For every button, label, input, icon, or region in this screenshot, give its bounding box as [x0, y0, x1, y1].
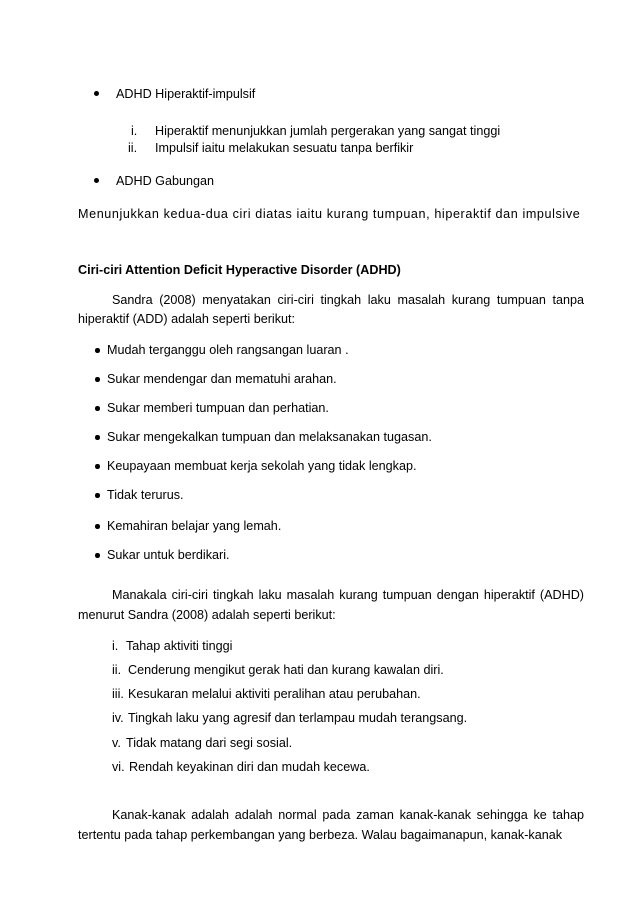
list-item: Sukar memberi tumpuan dan perhatian. — [107, 401, 329, 415]
list-item: Kesukaran melalui aktiviti peralihan atau perubahan. — [128, 687, 421, 701]
list-item: Mudah terganggu oleh rangsangan luaran . — [107, 343, 349, 357]
bullet-icon — [95, 553, 100, 558]
list-item: Cenderung mengikut gerak hati dan kurang kawalan diri. — [128, 663, 444, 677]
bullet-icon — [95, 406, 100, 411]
bullet-icon — [95, 348, 100, 353]
roman-number: iv. — [112, 711, 124, 725]
bullet-icon — [95, 464, 100, 469]
list-item: Tidak matang dari segi sosial. — [126, 736, 293, 750]
paragraph: Manakala ciri-ciri tingkah laku masalah kurang tumpuan dengan hiperaktif (ADHD) menurut Sandra (2008) adalah seperti berikut: — [78, 588, 584, 622]
roman-number: i. — [112, 639, 119, 653]
list-item: Sukar untuk berdikari. — [107, 548, 230, 562]
bullet-icon — [95, 493, 100, 498]
paragraph: Menunjukkan kedua-dua ciri diatas iaitu kurang tumpuan, hiperaktif dan impulsive — [78, 207, 581, 221]
list-item: Sukar mendengar dan mematuhi arahan. — [107, 372, 337, 386]
bullet-icon — [95, 435, 100, 440]
paragraph: Kanak-kanak adalah adalah normal pada zaman kanak-kanak sehingga ke tahap tertentu pada tahap perkembangan yang berbeza. Walau bagaimanapun, kanak-kanak — [78, 808, 584, 842]
list-item: Tidak terurus. — [107, 488, 184, 502]
paragraph: Sandra (2008) menyatakan ciri-ciri tingkah laku masalah kurang tumpuan tanpa hiperaktif (ADD) adalah seperti berikut: — [78, 293, 584, 326]
list-item: ADHD Hiperaktif-impulsif — [116, 87, 256, 101]
sub-item-number: ii. — [128, 141, 138, 155]
list-item: Kemahiran belajar yang lemah. — [107, 519, 282, 533]
list-item: Keupayaan membuat kerja sekolah yang tidak lengkap. — [107, 459, 417, 473]
roman-number: ii. — [112, 663, 122, 677]
list-item: Tingkah laku yang agresif dan terlampau mudah terangsang. — [128, 711, 468, 725]
bullet-icon — [95, 524, 100, 529]
bullet-icon — [94, 91, 99, 96]
section-heading: Ciri-ciri Attention Deficit Hyperactive Disorder (ADHD) — [78, 263, 401, 277]
sub-item: Impulsif iaitu melakukan sesuatu tanpa berfikir — [155, 141, 414, 155]
bullet-icon — [95, 377, 100, 382]
sub-item-number: i. — [131, 124, 138, 138]
list-item: Sukar mengekalkan tumpuan dan melaksanakan tugasan. — [107, 430, 432, 444]
sub-item: Hiperaktif menunjukkan jumlah pergerakan yang sangat tinggi — [155, 124, 501, 138]
roman-number: v. — [112, 736, 121, 750]
list-item: Tahap aktiviti tinggi — [126, 639, 233, 653]
list-item: Rendah keyakinan diri dan mudah kecewa. — [129, 760, 370, 774]
roman-number: iii. — [112, 687, 124, 701]
bullet-icon — [94, 178, 99, 183]
roman-number: vi. — [112, 760, 125, 774]
list-item: ADHD Gabungan — [116, 174, 215, 188]
